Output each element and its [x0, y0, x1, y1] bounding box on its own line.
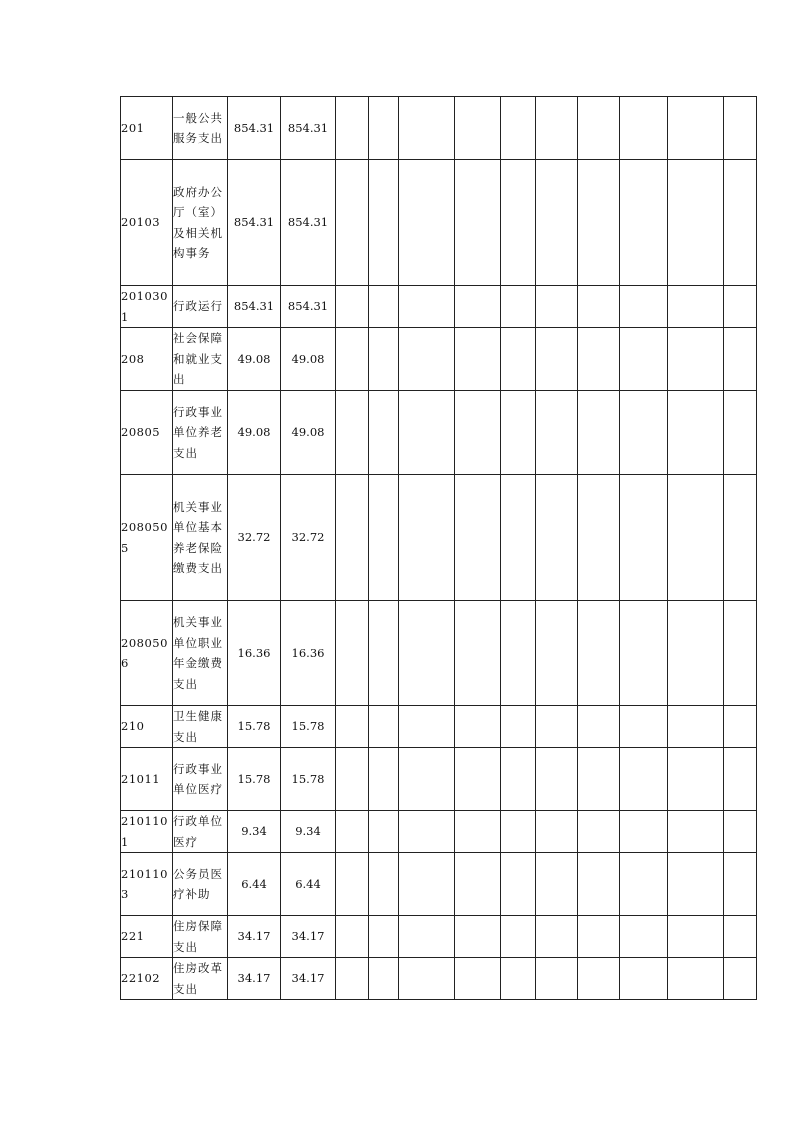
subject-code-cell	[121, 853, 173, 916]
empty-cell	[578, 328, 620, 391]
empty-cell	[455, 916, 501, 958]
basic-expenditure-cell	[281, 475, 336, 601]
empty-cell	[620, 160, 668, 286]
empty-cell	[536, 958, 578, 1000]
total-amount-cell-text: 49.08	[237, 425, 271, 440]
empty-cell	[668, 328, 724, 391]
subject-code-cell-text: 2101103	[121, 866, 168, 901]
empty-cell	[668, 958, 724, 1000]
empty-cell	[336, 853, 369, 916]
empty-cell	[578, 958, 620, 1000]
empty-cell	[399, 811, 455, 853]
basic-expenditure-cell	[281, 916, 336, 958]
empty-cell	[620, 328, 668, 391]
empty-cell	[399, 748, 455, 811]
empty-cell	[455, 748, 501, 811]
empty-cell	[724, 391, 757, 475]
empty-cell	[724, 811, 757, 853]
total-amount-cell	[228, 958, 281, 1000]
subject-code-cell-text: 20103	[121, 215, 161, 230]
basic-expenditure-cell-text: 15.78	[291, 719, 325, 734]
empty-cell	[399, 97, 455, 160]
subject-code-cell	[121, 958, 173, 1000]
empty-cell	[369, 748, 399, 811]
subject-name-cell	[173, 706, 228, 748]
subject-code-cell-text: 2010301	[121, 289, 168, 324]
basic-expenditure-cell-text: 6.44	[295, 876, 321, 891]
table-row	[121, 916, 757, 958]
empty-cell	[369, 706, 399, 748]
total-amount-cell	[228, 391, 281, 475]
subject-code-cell	[121, 601, 173, 706]
empty-cell	[369, 811, 399, 853]
empty-cell	[455, 958, 501, 1000]
subject-name-cell	[173, 958, 228, 1000]
basic-expenditure-cell	[281, 706, 336, 748]
empty-cell	[620, 391, 668, 475]
basic-expenditure-cell	[281, 286, 336, 328]
empty-cell	[369, 916, 399, 958]
empty-cell	[399, 706, 455, 748]
basic-expenditure-cell-text: 32.72	[291, 530, 325, 545]
empty-cell	[399, 160, 455, 286]
empty-cell	[455, 706, 501, 748]
empty-cell	[501, 391, 536, 475]
basic-expenditure-cell	[281, 853, 336, 916]
empty-cell	[620, 97, 668, 160]
basic-expenditure-cell	[281, 601, 336, 706]
subject-code-cell	[121, 916, 173, 958]
empty-cell	[620, 286, 668, 328]
empty-cell	[578, 475, 620, 601]
table-row	[121, 160, 757, 286]
subject-code-cell	[121, 286, 173, 328]
budget-table	[120, 96, 757, 1000]
subject-name-cell-text: 行政单位医疗	[173, 814, 223, 849]
subject-name-cell-text: 一般公共服务支出	[173, 110, 223, 145]
empty-cell	[336, 286, 369, 328]
empty-cell	[336, 160, 369, 286]
subject-name-cell	[173, 160, 228, 286]
subject-name-cell-text: 住房保障支出	[173, 919, 223, 954]
empty-cell	[501, 748, 536, 811]
empty-cell	[501, 958, 536, 1000]
empty-cell	[578, 748, 620, 811]
empty-cell	[724, 601, 757, 706]
subject-code-cell-text: 2101101	[121, 814, 168, 849]
empty-cell	[724, 286, 757, 328]
table-row	[121, 706, 757, 748]
empty-cell	[668, 601, 724, 706]
total-amount-cell-text: 16.36	[237, 645, 271, 660]
subject-name-cell-text: 政府办公厅（室）及相关机构事务	[173, 184, 223, 260]
empty-cell	[536, 748, 578, 811]
empty-cell	[369, 328, 399, 391]
subject-name-cell-text: 住房改革支出	[173, 961, 223, 996]
empty-cell	[578, 811, 620, 853]
empty-cell	[336, 475, 369, 601]
total-amount-cell	[228, 97, 281, 160]
empty-cell	[668, 811, 724, 853]
subject-code-cell-text: 20805	[121, 425, 161, 440]
total-amount-cell	[228, 916, 281, 958]
empty-cell	[455, 328, 501, 391]
subject-name-cell-text: 行政事业单位医疗	[173, 761, 223, 796]
empty-cell	[724, 97, 757, 160]
table-row	[121, 475, 757, 601]
basic-expenditure-cell	[281, 958, 336, 1000]
empty-cell	[578, 853, 620, 916]
basic-expenditure-cell-text: 854.31	[287, 299, 329, 314]
basic-expenditure-cell-text: 854.31	[287, 215, 329, 230]
subject-code-cell-text: 2080506	[121, 635, 168, 670]
subject-code-cell	[121, 97, 173, 160]
total-amount-cell-text: 15.78	[237, 771, 271, 786]
table-row	[121, 748, 757, 811]
subject-code-cell	[121, 475, 173, 601]
empty-cell	[536, 391, 578, 475]
subject-name-cell	[173, 916, 228, 958]
subject-name-cell-text: 社会保障和就业支出	[173, 331, 223, 387]
basic-expenditure-cell	[281, 391, 336, 475]
empty-cell	[724, 328, 757, 391]
empty-cell	[501, 811, 536, 853]
subject-name-cell	[173, 97, 228, 160]
empty-cell	[668, 706, 724, 748]
subject-code-cell	[121, 328, 173, 391]
empty-cell	[455, 286, 501, 328]
table-row	[121, 328, 757, 391]
subject-code-cell-text: 201	[121, 120, 145, 135]
empty-cell	[369, 958, 399, 1000]
basic-expenditure-cell-text: 854.31	[287, 120, 329, 135]
empty-cell	[399, 475, 455, 601]
empty-cell	[668, 475, 724, 601]
empty-cell	[336, 748, 369, 811]
empty-cell	[501, 706, 536, 748]
table-row	[121, 391, 757, 475]
empty-cell	[536, 97, 578, 160]
table-row	[121, 601, 757, 706]
subject-code-cell-text: 208	[121, 351, 145, 366]
total-amount-cell-text: 32.72	[237, 530, 271, 545]
empty-cell	[501, 160, 536, 286]
empty-cell	[578, 160, 620, 286]
empty-cell	[336, 958, 369, 1000]
empty-cell	[455, 97, 501, 160]
total-amount-cell	[228, 160, 281, 286]
basic-expenditure-cell-text: 49.08	[291, 351, 325, 366]
subject-code-cell-text: 210	[121, 719, 145, 734]
empty-cell	[369, 286, 399, 328]
empty-cell	[536, 328, 578, 391]
empty-cell	[536, 916, 578, 958]
empty-cell	[724, 706, 757, 748]
empty-cell	[620, 811, 668, 853]
empty-cell	[336, 811, 369, 853]
empty-cell	[668, 286, 724, 328]
subject-code-cell-text: 21011	[121, 771, 161, 786]
empty-cell	[369, 601, 399, 706]
subject-code-cell-text: 22102	[121, 971, 161, 986]
empty-cell	[399, 916, 455, 958]
table-row	[121, 97, 757, 160]
basic-expenditure-cell	[281, 97, 336, 160]
total-amount-cell-text: 34.17	[237, 971, 271, 986]
empty-cell	[620, 601, 668, 706]
total-amount-cell	[228, 748, 281, 811]
empty-cell	[578, 97, 620, 160]
empty-cell	[336, 328, 369, 391]
empty-cell	[501, 601, 536, 706]
empty-cell	[578, 601, 620, 706]
empty-cell	[578, 916, 620, 958]
empty-cell	[668, 853, 724, 916]
empty-cell	[369, 391, 399, 475]
empty-cell	[455, 160, 501, 286]
table-row	[121, 853, 757, 916]
basic-expenditure-cell	[281, 328, 336, 391]
total-amount-cell	[228, 475, 281, 601]
subject-code-cell-text: 221	[121, 929, 145, 944]
subject-code-cell-text: 2080505	[121, 520, 168, 555]
empty-cell	[620, 748, 668, 811]
total-amount-cell	[228, 286, 281, 328]
empty-cell	[501, 916, 536, 958]
empty-cell	[336, 391, 369, 475]
empty-cell	[369, 97, 399, 160]
empty-cell	[536, 160, 578, 286]
empty-cell	[620, 706, 668, 748]
subject-name-cell-text: 公务员医疗补助	[173, 866, 223, 901]
empty-cell	[724, 958, 757, 1000]
empty-cell	[578, 706, 620, 748]
subject-code-cell	[121, 391, 173, 475]
total-amount-cell-text: 49.08	[237, 351, 271, 366]
total-amount-cell-text: 6.44	[241, 876, 267, 891]
empty-cell	[536, 601, 578, 706]
empty-cell	[536, 853, 578, 916]
table-row	[121, 811, 757, 853]
subject-code-cell	[121, 706, 173, 748]
subject-name-cell	[173, 601, 228, 706]
empty-cell	[369, 853, 399, 916]
empty-cell	[399, 328, 455, 391]
basic-expenditure-cell-text: 15.78	[291, 771, 325, 786]
empty-cell	[724, 160, 757, 286]
subject-name-cell	[173, 475, 228, 601]
empty-cell	[668, 160, 724, 286]
empty-cell	[724, 748, 757, 811]
total-amount-cell-text: 854.31	[233, 120, 275, 135]
subject-code-cell	[121, 160, 173, 286]
empty-cell	[399, 286, 455, 328]
basic-expenditure-cell	[281, 811, 336, 853]
empty-cell	[336, 97, 369, 160]
basic-expenditure-cell-text: 9.34	[295, 824, 321, 839]
subject-name-cell	[173, 391, 228, 475]
empty-cell	[536, 811, 578, 853]
total-amount-cell	[228, 601, 281, 706]
total-amount-cell	[228, 706, 281, 748]
subject-name-cell-text: 机关事业单位职业年金缴费支出	[173, 615, 223, 691]
subject-name-cell	[173, 328, 228, 391]
empty-cell	[620, 916, 668, 958]
subject-name-cell	[173, 286, 228, 328]
empty-cell	[501, 328, 536, 391]
empty-cell	[336, 706, 369, 748]
subject-name-cell-text: 机关事业单位基本养老保险缴费支出	[173, 499, 223, 575]
subject-code-cell	[121, 811, 173, 853]
empty-cell	[336, 601, 369, 706]
total-amount-cell	[228, 328, 281, 391]
empty-cell	[578, 286, 620, 328]
empty-cell	[501, 853, 536, 916]
total-amount-cell	[228, 811, 281, 853]
empty-cell	[501, 286, 536, 328]
total-amount-cell	[228, 853, 281, 916]
subject-name-cell-text: 行政事业单位养老支出	[173, 404, 223, 460]
empty-cell	[536, 286, 578, 328]
empty-cell	[455, 853, 501, 916]
subject-code-cell	[121, 748, 173, 811]
empty-cell	[536, 706, 578, 748]
empty-cell	[668, 748, 724, 811]
total-amount-cell-text: 34.17	[237, 929, 271, 944]
empty-cell	[399, 601, 455, 706]
empty-cell	[620, 958, 668, 1000]
total-amount-cell-text: 854.31	[233, 215, 275, 230]
empty-cell	[399, 958, 455, 1000]
empty-cell	[501, 97, 536, 160]
empty-cell	[399, 391, 455, 475]
empty-cell	[724, 853, 757, 916]
subject-name-cell-text: 行政运行	[173, 299, 223, 314]
table-row	[121, 286, 757, 328]
empty-cell	[336, 916, 369, 958]
basic-expenditure-cell	[281, 160, 336, 286]
empty-cell	[724, 916, 757, 958]
empty-cell	[369, 160, 399, 286]
subject-name-cell	[173, 748, 228, 811]
basic-expenditure-cell-text: 16.36	[291, 645, 325, 660]
basic-expenditure-cell	[281, 748, 336, 811]
empty-cell	[668, 391, 724, 475]
subject-name-cell-text: 卫生健康支出	[173, 709, 223, 744]
empty-cell	[501, 475, 536, 601]
empty-cell	[455, 811, 501, 853]
empty-cell	[455, 391, 501, 475]
empty-cell	[724, 475, 757, 601]
empty-cell	[455, 601, 501, 706]
empty-cell	[369, 475, 399, 601]
total-amount-cell-text: 9.34	[241, 824, 267, 839]
empty-cell	[578, 391, 620, 475]
basic-expenditure-cell-text: 34.17	[291, 971, 325, 986]
subject-name-cell	[173, 853, 228, 916]
empty-cell	[620, 853, 668, 916]
table-row	[121, 958, 757, 1000]
basic-expenditure-cell-text: 49.08	[291, 425, 325, 440]
total-amount-cell-text: 15.78	[237, 719, 271, 734]
empty-cell	[620, 475, 668, 601]
empty-cell	[536, 475, 578, 601]
empty-cell	[455, 475, 501, 601]
empty-cell	[399, 853, 455, 916]
empty-cell	[668, 97, 724, 160]
basic-expenditure-cell-text: 34.17	[291, 929, 325, 944]
total-amount-cell-text: 854.31	[233, 299, 275, 314]
subject-name-cell	[173, 811, 228, 853]
empty-cell	[668, 916, 724, 958]
